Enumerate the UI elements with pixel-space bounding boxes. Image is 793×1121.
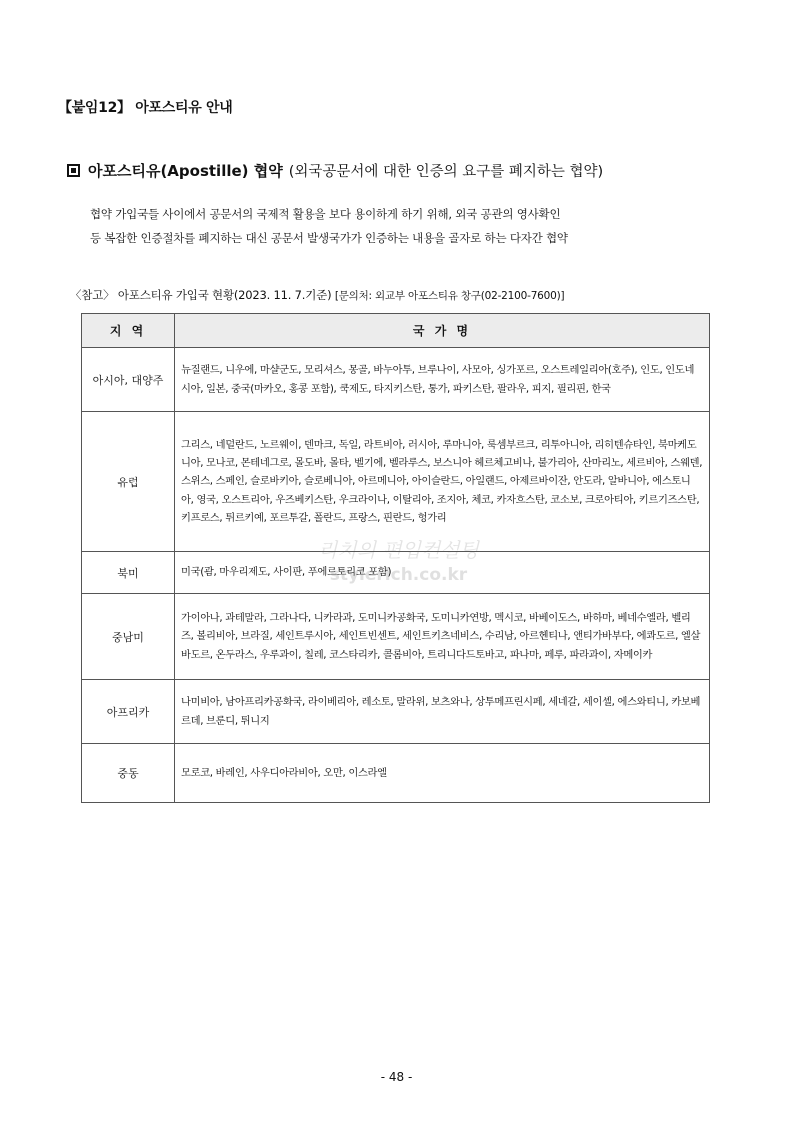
table-row <box>82 744 710 803</box>
page-title: 【붙임12】 아포스티유 안내 <box>58 100 233 116</box>
reference-text: 〈참고〉 아포스티유 가입국 현황(2023. 11. 7.기준) <box>70 288 332 302</box>
region-cell: 중남미 <box>82 594 175 680</box>
section-heading <box>67 160 603 181</box>
header-region: 지 역 <box>82 314 175 348</box>
checkbox-square-icon <box>67 164 80 177</box>
watermark-line-1: 리치의 편입컨설팅 <box>318 538 479 562</box>
country-table <box>81 313 710 803</box>
region-cell: 유럽 <box>82 412 175 552</box>
page-number: - 48 - <box>380 1070 413 1084</box>
region-cell: 중동 <box>82 744 175 803</box>
description-line-1: 협약 가입국들 사이에서 공문서의 국제적 활용을 보다 용이하게 하기 위해, 외국 공관의 영사확인 <box>90 207 561 221</box>
countries-cell: 미국(괌, 마우리제도, 사이판, 푸에르토리코 포함) <box>175 552 710 594</box>
region-cell: 아프리카 <box>82 680 175 744</box>
countries-cell: 모로코, 바레인, 사우디아라비아, 오만, 이스라엘 <box>175 744 710 803</box>
description-line-2: 등 복잡한 인증절차를 폐지하는 대신 공문서 발생국가가 인증하는 내용을 골자로 하는 다자간 협약 <box>90 231 568 245</box>
countries-cell: 그리스, 네덜란드, 노르웨이, 덴마크, 독일, 라트비아, 러시아, 루마니아, 룩셈부르크, 리투아니아, 리히텐슈타인, 북마케도니아, 모나코, 몬테네그로, 몰도바, 몰타, 벨기에, 벨라루스, 보스니아 헤르체고비나, 불가리아, 산마리노, 세르비아, 스웨덴, 스위스, 스페인, 슬로바키아, 슬로베니아, 아르메니아, 아이슬란드, 아일랜드, 아제르바이잔, 안도라, 알바니아, 에스토니아, 영국, 오스트리아, 우즈베키스탄, 우크라이나, 이탈리아, 조지아, 체코, 카자흐스탄, 코소보, 크로아티아, 키르기즈스탄, 키프로스, 튀르키예, 포르투갈, 폴란드, 프랑스, 핀란드, 헝가리 <box>175 412 710 552</box>
table-row <box>82 412 710 552</box>
description <box>90 202 690 250</box>
countries-cell: 나미비아, 남아프리카공화국, 라이베리아, 레소토, 말라위, 보츠와나, 상투메프린시페, 세네갈, 세이셸, 에스와티니, 카보베르데, 브룬디, 튀니지 <box>175 680 710 744</box>
reference-contact: [문의처: 외교부 아포스티유 창구(02-2100-7600)] <box>334 290 565 302</box>
table-row <box>82 552 710 594</box>
watermark-line-2: stylerich.co.kr <box>329 565 468 585</box>
heading-subtitle: (외국공문서에 대한 인증의 요구를 폐지하는 협약) <box>288 164 604 180</box>
reference-note <box>70 287 564 303</box>
table-row <box>82 594 710 680</box>
table-row <box>82 348 710 412</box>
table-row <box>82 680 710 744</box>
region-cell: 북미 <box>82 552 175 594</box>
countries-cell: 가이아나, 과테말라, 그라나다, 니카라과, 도미니카공화국, 도미니카연방, 멕시코, 바베이도스, 바하마, 베네수엘라, 벨리즈, 볼리비아, 브라질, 세인트루시아, 세인트빈센트, 세인트키츠네비스, 수리남, 아르헨티나, 앤티가바부다, 에콰도르, 엘살바도르, 온두라스, 우루과이, 칠레, 코스타리카, 콜롬비아, 트리니다드토바고, 파나마, 페루, 파라과이, 자메이카 <box>175 594 710 680</box>
countries-cell: 뉴질랜드, 니우에, 마샬군도, 모리셔스, 몽골, 바누아투, 브루나이, 사모아, 싱가포르, 오스트레일리아(호주), 인도, 인도네시아, 일본, 중국(마카오, 홍콩 포함), 쿡제도, 타지키스탄, 통가, 파키스탄, 팔라우, 피지, 필리핀, 한국 <box>175 348 710 412</box>
heading-title: 아포스티유(Apostille) 협약 <box>88 162 283 180</box>
region-cell: 아시아, 대양주 <box>82 348 175 412</box>
table-header-row <box>82 314 710 348</box>
header-countries: 국 가 명 <box>175 314 710 348</box>
